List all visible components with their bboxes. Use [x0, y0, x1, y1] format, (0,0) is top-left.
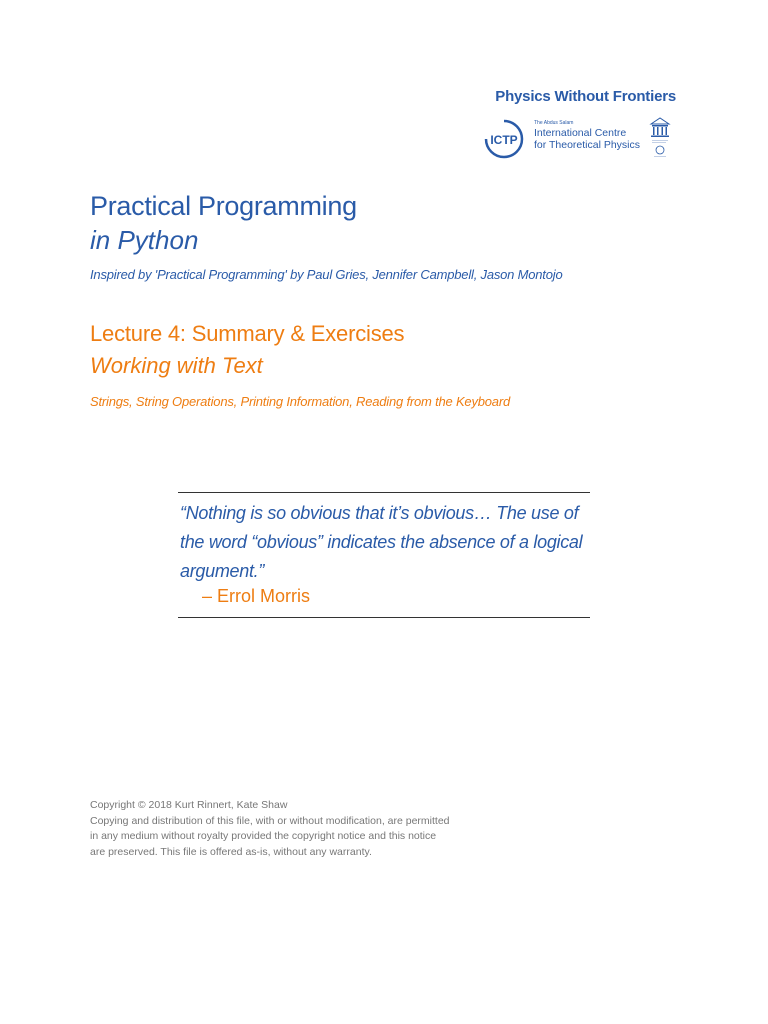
document-subtitle: in Python — [90, 225, 199, 255]
inspired-by-line: Inspired by 'Practical Programming' by Paul Gries, Jennifer Campbell, Jason Montojo — [90, 267, 563, 282]
copyright-line: Copyright © 2018 Kurt Rinnert, Kate Shaw — [90, 799, 288, 811]
lecture-topics: Strings, String Operations, Printing Information, Reading from the Keyboard — [90, 394, 510, 409]
lecture-title: Lecture 4: Summary & Exercises — [90, 321, 405, 346]
ictp-circle-icon — [484, 119, 524, 159]
ictp-small-line: The Abdus Salam — [534, 120, 574, 126]
header-tagline: Physics Without Frontiers — [495, 88, 676, 105]
ictp-mark: ICTP — [490, 133, 518, 147]
header-tagline-block — [466, 88, 676, 105]
lecture-subtitle: Working with Text — [90, 353, 263, 378]
ictp-logo — [484, 116, 674, 162]
unesco-icon — [648, 116, 672, 160]
ictp-line-2: for Theoretical Physics — [534, 139, 641, 151]
quote-text: “Nothing is so obvious that it’s obvious… The use of the word “obvious” indicates the absence of a logical argument.” — [180, 503, 583, 581]
copyright-notice — [90, 798, 450, 860]
quote-author: – Errol Morris — [202, 586, 311, 606]
ictp-line-1: International Centre — [534, 127, 627, 139]
copyright-body: Copying and distribution of this file, with or without modification, are permitted in any medium without royalty provided the copyright notice and this notice are preserved. This file is offered as-is, without any warranty. — [90, 814, 450, 858]
ictp-text — [534, 120, 640, 151]
quote-block — [178, 492, 590, 618]
document-title: Practical Programming — [90, 191, 357, 221]
